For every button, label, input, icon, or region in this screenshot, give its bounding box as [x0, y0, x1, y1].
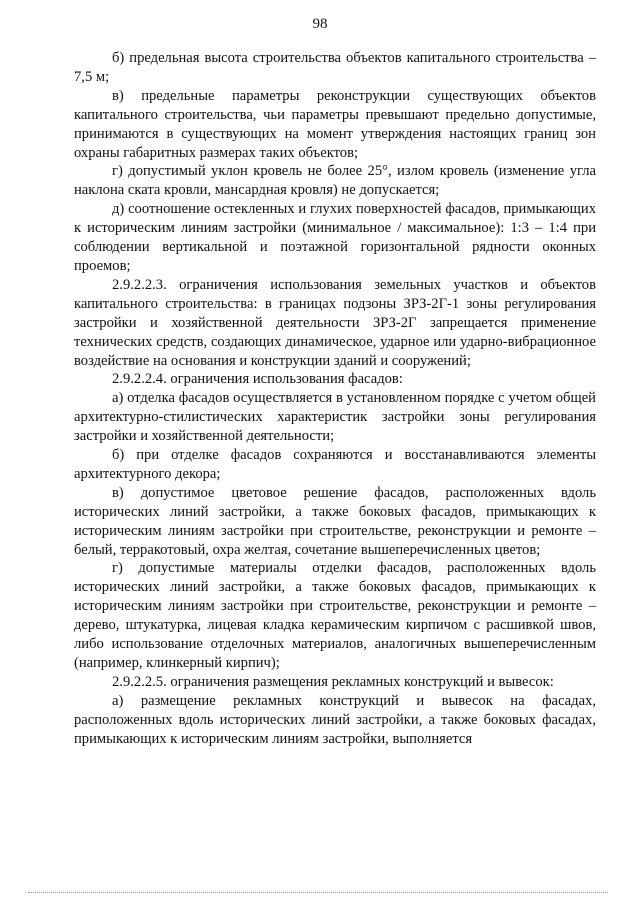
paragraph-v-reconstruction: в) предельные параметры реконструкции существующих объектов капитального строительства, чьи параметры превышают предельно допустимые, принимаются в существующих на момент утверждения настоящих границ зон охраны габаритных размерах таких объектов; — [74, 87, 596, 161]
scan-bottom-edge — [28, 892, 608, 893]
paragraph-2-9-2-2-5: 2.9.2.2.5. ограничения размещения рекламных конструкций и вывесок: — [112, 673, 554, 690]
paragraph-d-glazing-ratio: д) соотношение остекленных и глухих поверхностей фасадов, примыкающих к историческим линиям застройки (минимальное / максимальное): 1:3 – 1:4 при соблюдении вертикальной и поэтажной горизонтальной рядности оконных проемов; — [74, 201, 596, 274]
paragraph-a-facade-finishing: а) отделка фасадов осуществляется в установленном порядке с учетом общей архитектурно-стилистических характеристик застройки зоны регулирования застройки и хозяйственной деятельности; — [74, 390, 596, 445]
paragraph-a-advertising: а) размещение рекламных конструкций и вывесок на фасадах, расположенных вдоль исторических линий застройки, а также боковых фасадах, примыкающих к историческим линиям застройки, выполняется — [74, 692, 596, 747]
paragraph-g-roof-slope: г) допустимый уклон кровель не более 25°, излом кровель (изменение угла наклона ската кровли, мансардная кровля) не допускается; — [74, 163, 596, 199]
paragraph-2-9-2-2-3: 2.9.2.2.3. ограничения использования земельных участков и объектов капитального строительства: в границах подзоны ЗРЗ-2Г-1 зоны регулирования застройки и хозяйственной деятельности ЗРЗ-2Г запрещается применение технических средств, создающих динамическое, ударное или ударно-вибрационное воздействие на основания и конструкции зданий и сооружений; — [74, 276, 596, 369]
paragraph-b-height: б) предельная высота строительства объектов капитального строительства – 7,5 м; — [74, 50, 596, 85]
page-number: 98 — [312, 16, 328, 32]
paragraph-g-materials: г) допустимые материалы отделки фасадов, расположенных вдоль исторических линий застройки, а также боковых фасадов, примыкающих к историческим линиям застройки при строительстве, реконструкции и ремонте – дерево, штукатурка, лицевая кладка керамическим кирпичом с расшивкой швов, либо использование отделочных материалов, аналогичных вышеперечисленным (например, клинкерный кирпич); — [74, 560, 596, 671]
paragraph-b-decor: б) при отделке фасадов сохраняются и восстанавливаются элементы архитектурного декора; — [74, 447, 596, 482]
document-body — [74, 49, 596, 749]
paragraph-2-9-2-2-4: 2.9.2.2.4. ограничения использования фасадов: — [112, 371, 403, 388]
paragraph-v-colors: в) допустимое цветовое решение фасадов, расположенных вдоль исторических линий застройки, а также боковых фасадов, примыкающих к историческим линиям застройки при строительстве, реконструкции и ремонте – белый, терракотовый, охра желтая, сочетание вышеперечисленных цветов; — [74, 484, 596, 558]
